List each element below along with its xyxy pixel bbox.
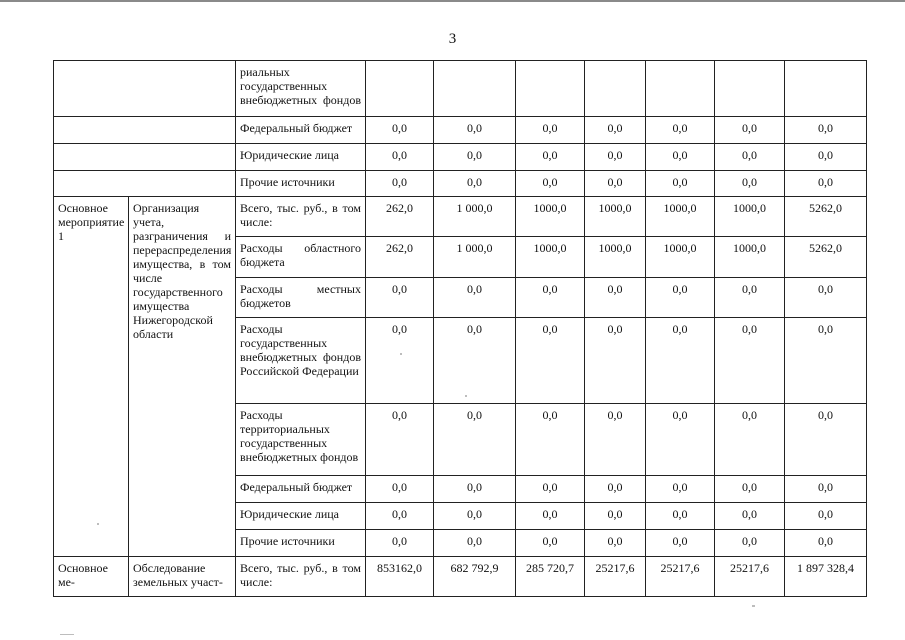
table-row <box>54 117 867 144</box>
value-cell-2015: 682 792,9 <box>434 557 516 597</box>
value-cell-2015: 1 000,0 <box>434 237 516 278</box>
value-cell-2017: 0,0 <box>585 476 646 503</box>
value-cell-2018: 0,0 <box>646 404 715 476</box>
funding-source-label: Федеральный бюджет <box>236 117 366 144</box>
value-cell-2014: 0,0 <box>366 278 434 318</box>
value-cell-2016: 285 720,7 <box>516 557 585 597</box>
value-cell-2015: 0,0 <box>434 476 516 503</box>
activity-code-cell: Основное ме- <box>54 557 129 597</box>
value-cell-2017: 0,0 <box>585 530 646 557</box>
value-cell-total: 5262,0 <box>785 197 867 237</box>
scan-speck <box>400 353 402 355</box>
value-cell-2019: 0,0 <box>715 117 785 144</box>
empty-merged-cell <box>54 117 236 144</box>
scan-speck <box>60 634 74 635</box>
value-cell-2018: 0,0 <box>646 503 715 530</box>
scan-speck <box>97 523 99 525</box>
value-cell-2017: 0,0 <box>585 503 646 530</box>
value-cell-2015: 0,0 <box>434 318 516 404</box>
funding-source-label: Прочие источники <box>236 530 366 557</box>
value-cell-2015 <box>434 61 516 117</box>
value-cell-2019: 0,0 <box>715 476 785 503</box>
value-cell-total: 0,0 <box>785 278 867 318</box>
value-cell-2016: 0,0 <box>516 171 585 197</box>
value-cell-2015: 0,0 <box>434 171 516 197</box>
value-cell-2019: 0,0 <box>715 278 785 318</box>
value-cell-2015: 1 000,0 <box>434 197 516 237</box>
value-cell-2019: 0,0 <box>715 144 785 171</box>
value-cell-2016 <box>516 61 585 117</box>
value-cell-2014: 262,0 <box>366 237 434 278</box>
value-cell-2018: 1000,0 <box>646 237 715 278</box>
value-cell-2019: 0,0 <box>715 530 785 557</box>
value-cell-2014: 0,0 <box>366 144 434 171</box>
value-cell-2016: 0,0 <box>516 476 585 503</box>
value-cell-2014: 0,0 <box>366 404 434 476</box>
empty-merged-cell <box>54 171 236 197</box>
activity-name-cell: Обследование земельных участ- <box>129 557 236 597</box>
value-cell-total: 0,0 <box>785 171 867 197</box>
value-cell-2015: 0,0 <box>434 503 516 530</box>
scan-speck <box>752 605 755 607</box>
funding-source-label: Расходы областного бюджета <box>236 237 366 278</box>
value-cell-2014: 0,0 <box>366 476 434 503</box>
value-cell-2015: 0,0 <box>434 144 516 171</box>
value-cell-2018: 0,0 <box>646 476 715 503</box>
funding-source-label: Юридические лица <box>236 144 366 171</box>
value-cell-total: 0,0 <box>785 503 867 530</box>
value-cell-2017: 0,0 <box>585 117 646 144</box>
value-cell-2014: 0,0 <box>366 503 434 530</box>
value-cell-2016: 0,0 <box>516 278 585 318</box>
value-cell-2019 <box>715 61 785 117</box>
value-cell-2018: 0,0 <box>646 117 715 144</box>
value-cell-2014 <box>366 61 434 117</box>
value-cell-2019: 0,0 <box>715 318 785 404</box>
value-cell-2016: 1000,0 <box>516 197 585 237</box>
value-cell-total: 0,0 <box>785 476 867 503</box>
value-cell-2014: 0,0 <box>366 530 434 557</box>
value-cell-total <box>785 61 867 117</box>
value-cell-2017: 0,0 <box>585 404 646 476</box>
value-cell-2018: 0,0 <box>646 171 715 197</box>
value-cell-2018: 0,0 <box>646 144 715 171</box>
value-cell-2014: 0,0 <box>366 171 434 197</box>
value-cell-2016: 0,0 <box>516 117 585 144</box>
value-cell-2015: 0,0 <box>434 117 516 144</box>
value-cell-2017: 1000,0 <box>585 197 646 237</box>
value-cell-2014: 853162,0 <box>366 557 434 597</box>
funding-source-label: Федеральный бюджет <box>236 476 366 503</box>
empty-merged-cell <box>54 61 236 117</box>
funding-source-label: Расходы государственных внебюджетных фондов Российской Федерации <box>236 318 366 404</box>
value-cell-2017: 1000,0 <box>585 237 646 278</box>
value-cell-total: 0,0 <box>785 318 867 404</box>
funding-source-label: Расходы территориальных государственных внебюджетных фондов <box>236 404 366 476</box>
table-row <box>54 171 867 197</box>
empty-merged-cell <box>54 144 236 171</box>
value-cell-2018: 0,0 <box>646 318 715 404</box>
funding-source-label: Всего, тыс. руб., в том числе: <box>236 557 366 597</box>
table-row <box>54 557 867 597</box>
table-row <box>54 144 867 171</box>
value-cell-2017: 0,0 <box>585 318 646 404</box>
value-cell-2014: 0,0 <box>366 117 434 144</box>
value-cell-2018 <box>646 61 715 117</box>
value-cell-2018: 25217,6 <box>646 557 715 597</box>
table-row <box>54 61 867 117</box>
funding-source-label: риальных государственных внебюджетных фондов <box>236 61 366 117</box>
value-cell-2016: 1000,0 <box>516 237 585 278</box>
page-number: 3 <box>448 31 457 47</box>
activity-name-cell: Организация учета, разграничения и перераспределения имущества, в том числе государственного имущества Нижегородской области <box>129 197 236 557</box>
value-cell-2015: 0,0 <box>434 530 516 557</box>
value-cell-2019: 0,0 <box>715 171 785 197</box>
activity-code-cell: Основное мероприятие 1 <box>54 197 129 557</box>
value-cell-2016: 0,0 <box>516 318 585 404</box>
value-cell-2019: 1000,0 <box>715 197 785 237</box>
value-cell-total: 0,0 <box>785 144 867 171</box>
value-cell-2015: 0,0 <box>434 278 516 318</box>
funding-source-label: Прочие источники <box>236 171 366 197</box>
value-cell-2016: 0,0 <box>516 503 585 530</box>
value-cell-2015: 0,0 <box>434 404 516 476</box>
value-cell-2017: 0,0 <box>585 278 646 318</box>
funding-source-label: Юридические лица <box>236 503 366 530</box>
value-cell-2017: 0,0 <box>585 171 646 197</box>
value-cell-total: 0,0 <box>785 530 867 557</box>
table-row <box>54 197 867 237</box>
value-cell-2019: 1000,0 <box>715 237 785 278</box>
value-cell-2017: 0,0 <box>585 144 646 171</box>
value-cell-2018: 0,0 <box>646 278 715 318</box>
value-cell-2019: 25217,6 <box>715 557 785 597</box>
value-cell-2016: 0,0 <box>516 404 585 476</box>
value-cell-total: 0,0 <box>785 404 867 476</box>
value-cell-2016: 0,0 <box>516 144 585 171</box>
value-cell-2016: 0,0 <box>516 530 585 557</box>
value-cell-total: 0,0 <box>785 117 867 144</box>
funding-table <box>53 60 867 597</box>
value-cell-total: 5262,0 <box>785 237 867 278</box>
value-cell-2019: 0,0 <box>715 404 785 476</box>
page-top-edge <box>0 0 905 2</box>
value-cell-2018: 0,0 <box>646 530 715 557</box>
value-cell-2014: 0,0 <box>366 318 434 404</box>
value-cell-2019: 0,0 <box>715 503 785 530</box>
funding-source-label: Расходы местных бюджетов <box>236 278 366 318</box>
value-cell-2017 <box>585 61 646 117</box>
value-cell-2017: 25217,6 <box>585 557 646 597</box>
funding-source-label: Всего, тыс. руб., в том числе: <box>236 197 366 237</box>
value-cell-2014: 262,0 <box>366 197 434 237</box>
value-cell-total: 1 897 328,4 <box>785 557 867 597</box>
scan-speck <box>465 395 467 397</box>
value-cell-2018: 1000,0 <box>646 197 715 237</box>
